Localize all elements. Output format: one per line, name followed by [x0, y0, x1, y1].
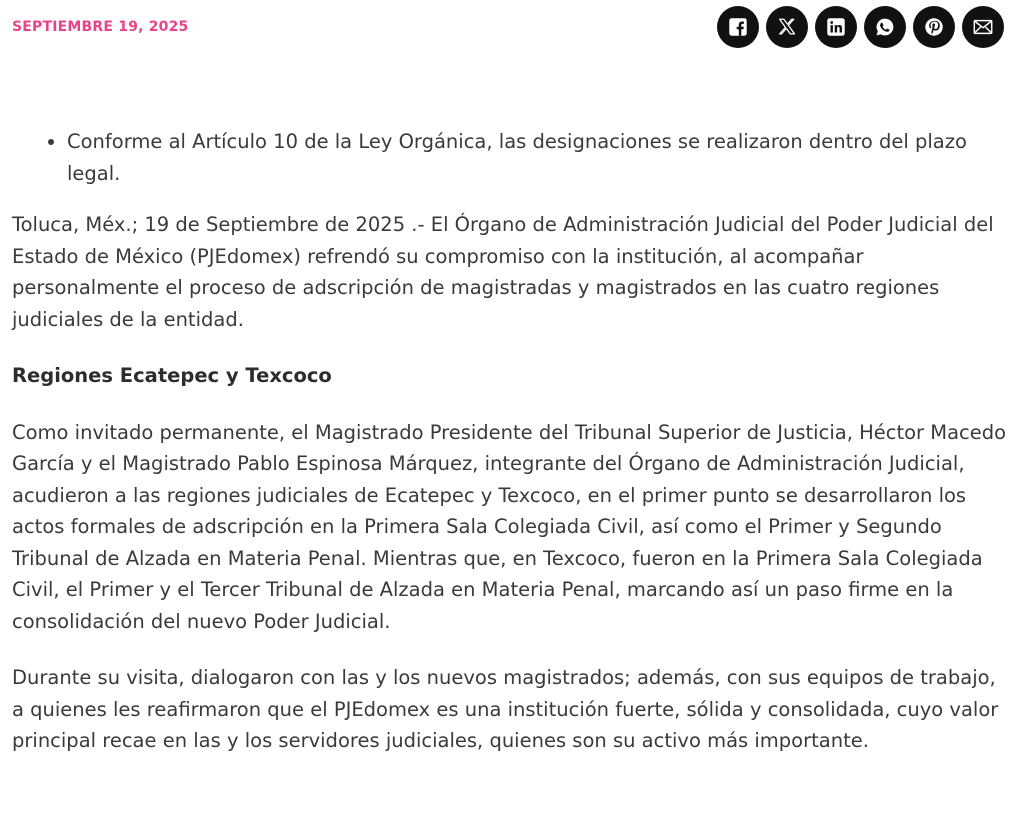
article-body: [12, 126, 1008, 782]
article-paragraph: Durante su visita, dialogaron con las y los nuevos magistrados; además, con sus equipos de trabajo, a quienes les reafirmaron que el PJEdomex es una institución fuerte, sólida y consolidada, cuyo valor principal recae en las y los servidores judiciales, quienes son su activo más importante.: [12, 666, 999, 752]
whatsapp-icon: [874, 16, 896, 38]
pinterest-icon: [923, 16, 945, 38]
x-icon: [776, 16, 798, 38]
section-heading: Regiones Ecatepec y Texcoco: [12, 364, 332, 387]
facebook-icon: [727, 16, 749, 38]
share-whatsapp-button[interactable]: [864, 6, 906, 48]
share-x-button[interactable]: [766, 6, 808, 48]
share-pinterest-button[interactable]: [913, 6, 955, 48]
bullet-list: [12, 126, 1008, 189]
share-linkedin-button[interactable]: [815, 6, 857, 48]
article-date: SEPTIEMBRE 19, 2025: [12, 19, 189, 35]
share-facebook-button[interactable]: [717, 6, 759, 48]
email-icon: [972, 16, 994, 38]
share-email-button[interactable]: [962, 6, 1004, 48]
share-bar: [717, 6, 1004, 48]
article-paragraph: Toluca, Méx.; 19 de Septiembre de 2025 .- El Órgano de Administración Judicial del Poder Judicial del Estado de México (PJEdomex) refrendó su compromiso con la institución, al acompañar personalmente el proceso de adscripción de magistradas y magistrados en las cuatro regiones judiciales de la entidad.: [12, 213, 994, 331]
linkedin-icon: [825, 16, 847, 38]
list-item: • Conforme al Artículo 10 de la Ley Orgánica, las designaciones se realizaron dentro del plazo legal.: [67, 126, 1008, 189]
article-paragraph: Como invitado permanente, el Magistrado Presidente del Tribunal Superior de Justicia, Héctor Macedo García y el Magistrado Pablo Espinosa Márquez, integrante del Órgano de Administración Judicial, acudieron a las regiones judiciales de Ecatepec y Texcoco, en el primer punto se desarrollaron los actos formales de adscripción en la Primera Sala Colegiada Civil, así como el Primer y Segundo Tribunal de Alzada en Materia Penal. Mientras que, en Texcoco, fueron en la Primera Sala Colegiada Civil, el Primer y el Tercer Tribunal de Alzada en Materia Penal, marcando así un paso firme en la consolidación del nuevo Poder Judicial.: [12, 420, 1007, 633]
